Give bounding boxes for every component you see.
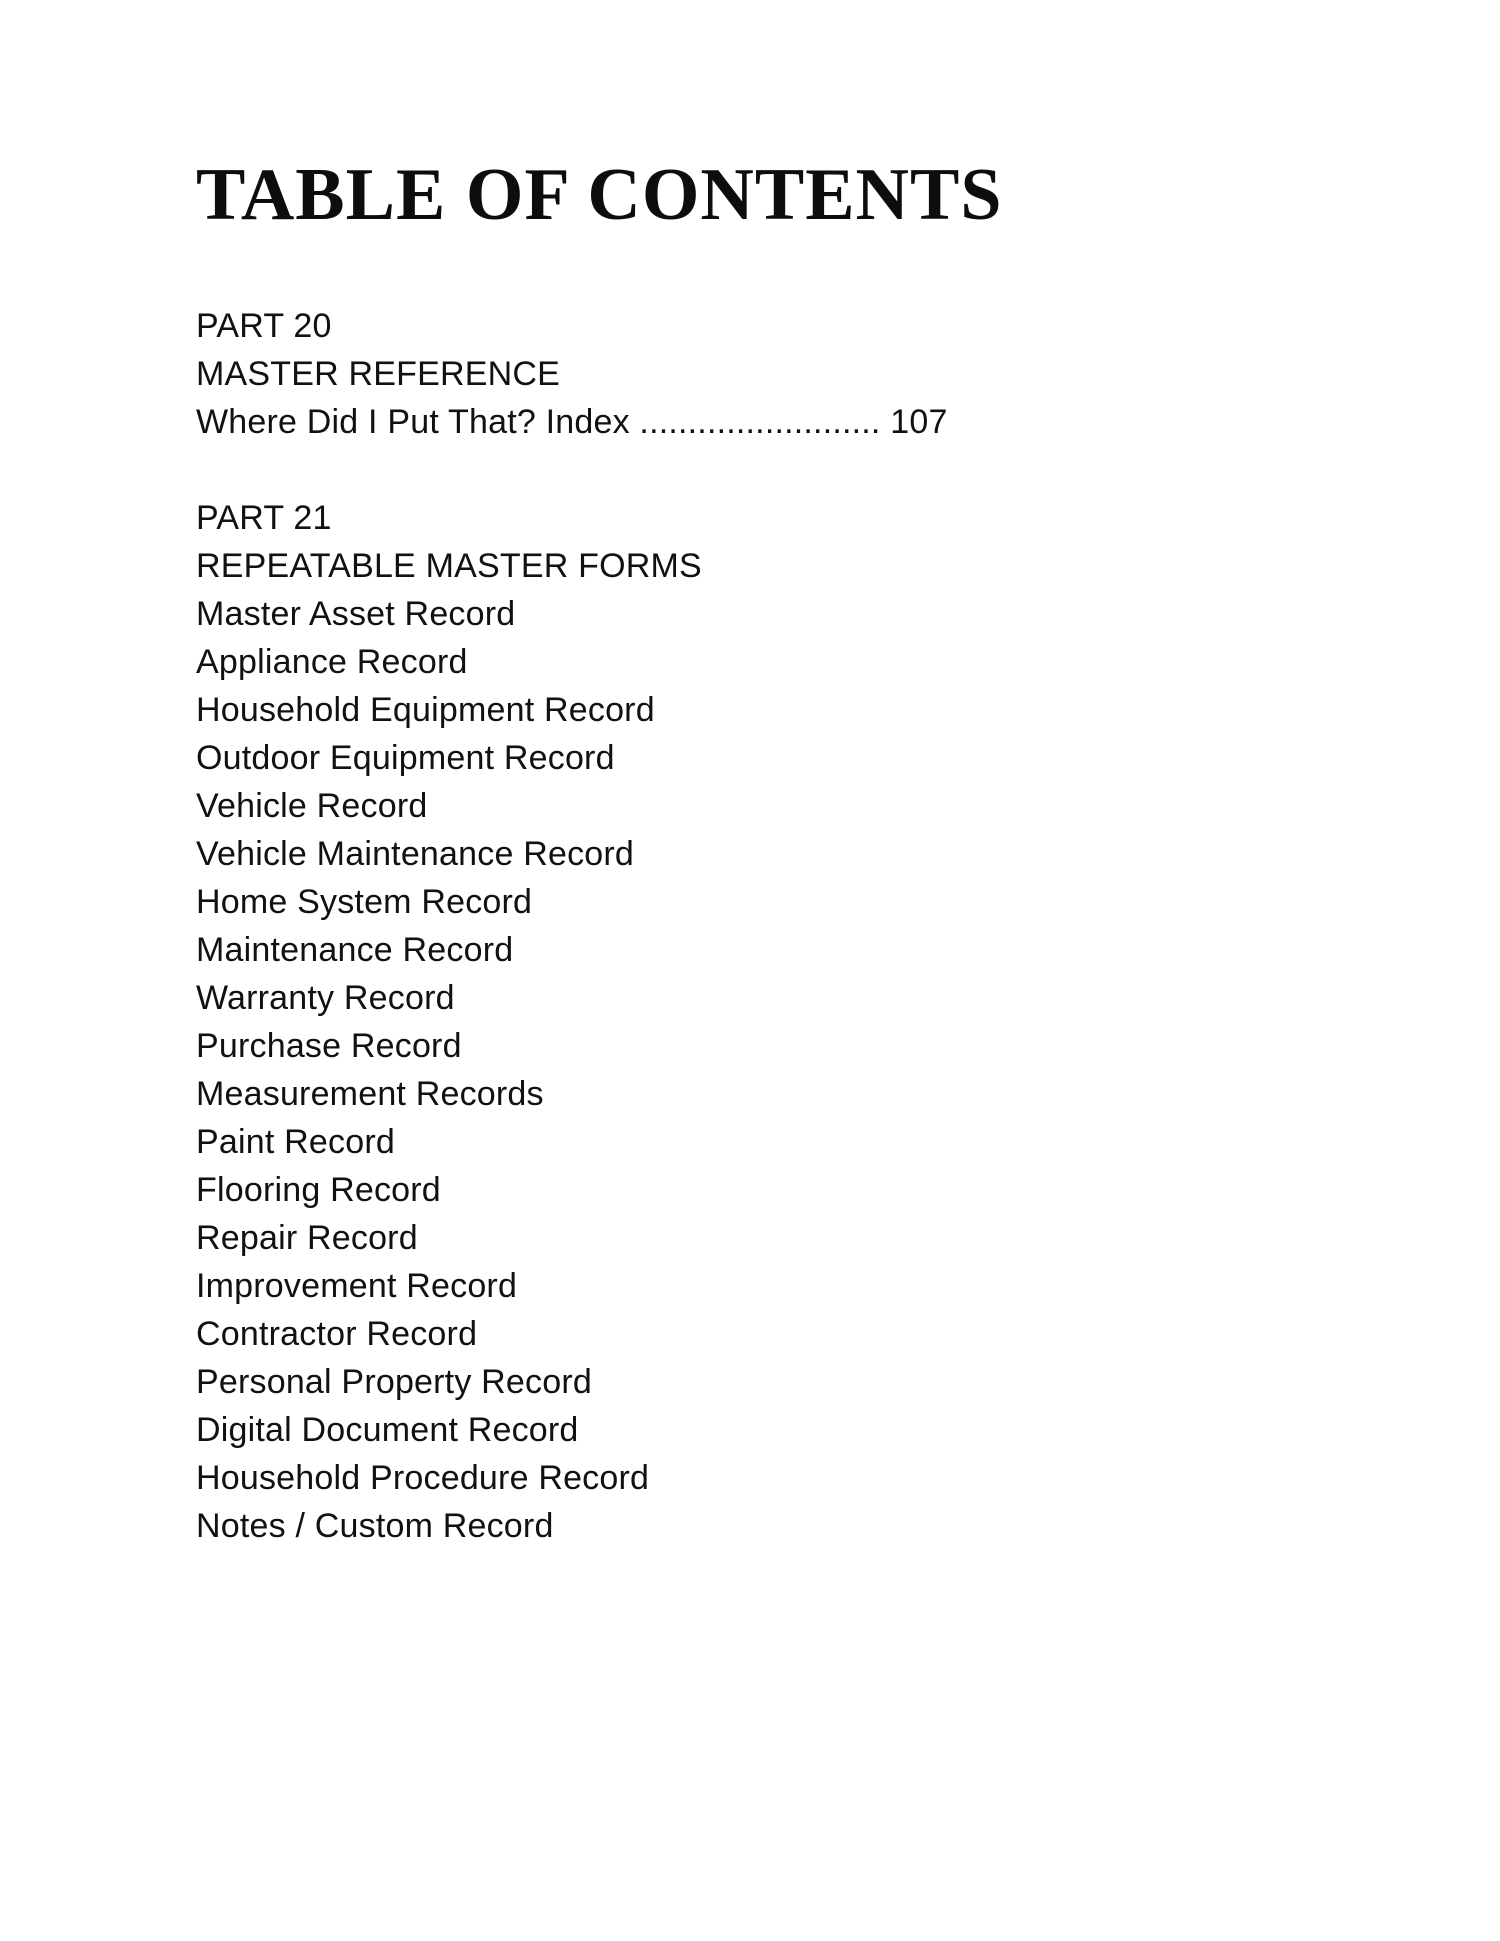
toc-entry[interactable]: Master Asset Record <box>196 595 516 633</box>
toc-entry[interactable]: Improvement Record <box>196 1267 518 1305</box>
entry-list <box>196 590 1396 1550</box>
toc-entry[interactable]: Outdoor Equipment Record <box>196 739 615 777</box>
toc-entry[interactable]: Personal Property Record <box>196 1363 592 1401</box>
toc-entry[interactable]: Household Equipment Record <box>196 691 655 729</box>
toc-entry[interactable]: Warranty Record <box>196 979 455 1017</box>
part-label: PART 20 <box>196 307 332 345</box>
entry-list <box>196 398 1396 446</box>
toc-entry[interactable]: Appliance Record <box>196 643 468 681</box>
toc-entry[interactable]: Paint Record <box>196 1123 395 1161</box>
toc-section-part-20 <box>196 302 1396 446</box>
toc-section-part-21 <box>196 494 1396 1550</box>
toc-entry[interactable]: Measurement Records <box>196 1075 544 1113</box>
toc-entry[interactable]: Purchase Record <box>196 1027 462 1065</box>
part-label: PART 21 <box>196 499 332 537</box>
toc-entry[interactable]: Repair Record <box>196 1219 418 1257</box>
toc-entry[interactable]: Home System Record <box>196 883 533 921</box>
toc-entry[interactable]: Where Did I Put That? Index ......................... 107 <box>196 403 948 441</box>
toc-entry[interactable]: Maintenance Record <box>196 931 514 969</box>
toc-entry[interactable]: Household Procedure Record <box>196 1459 650 1497</box>
toc-page <box>196 150 1396 1550</box>
section-heading: MASTER REFERENCE <box>196 355 561 393</box>
page-title: TABLE OF CONTENTS <box>196 154 1003 236</box>
toc-entry[interactable]: Vehicle Maintenance Record <box>196 835 635 873</box>
section-heading: REPEATABLE MASTER FORMS <box>196 547 702 585</box>
toc-entry[interactable]: Contractor Record <box>196 1315 478 1353</box>
toc-entry[interactable]: Vehicle Record <box>196 787 428 825</box>
toc-entry[interactable]: Flooring Record <box>196 1171 441 1209</box>
toc-entry[interactable]: Digital Document Record <box>196 1411 579 1449</box>
toc-entry[interactable]: Notes / Custom Record <box>196 1507 554 1545</box>
